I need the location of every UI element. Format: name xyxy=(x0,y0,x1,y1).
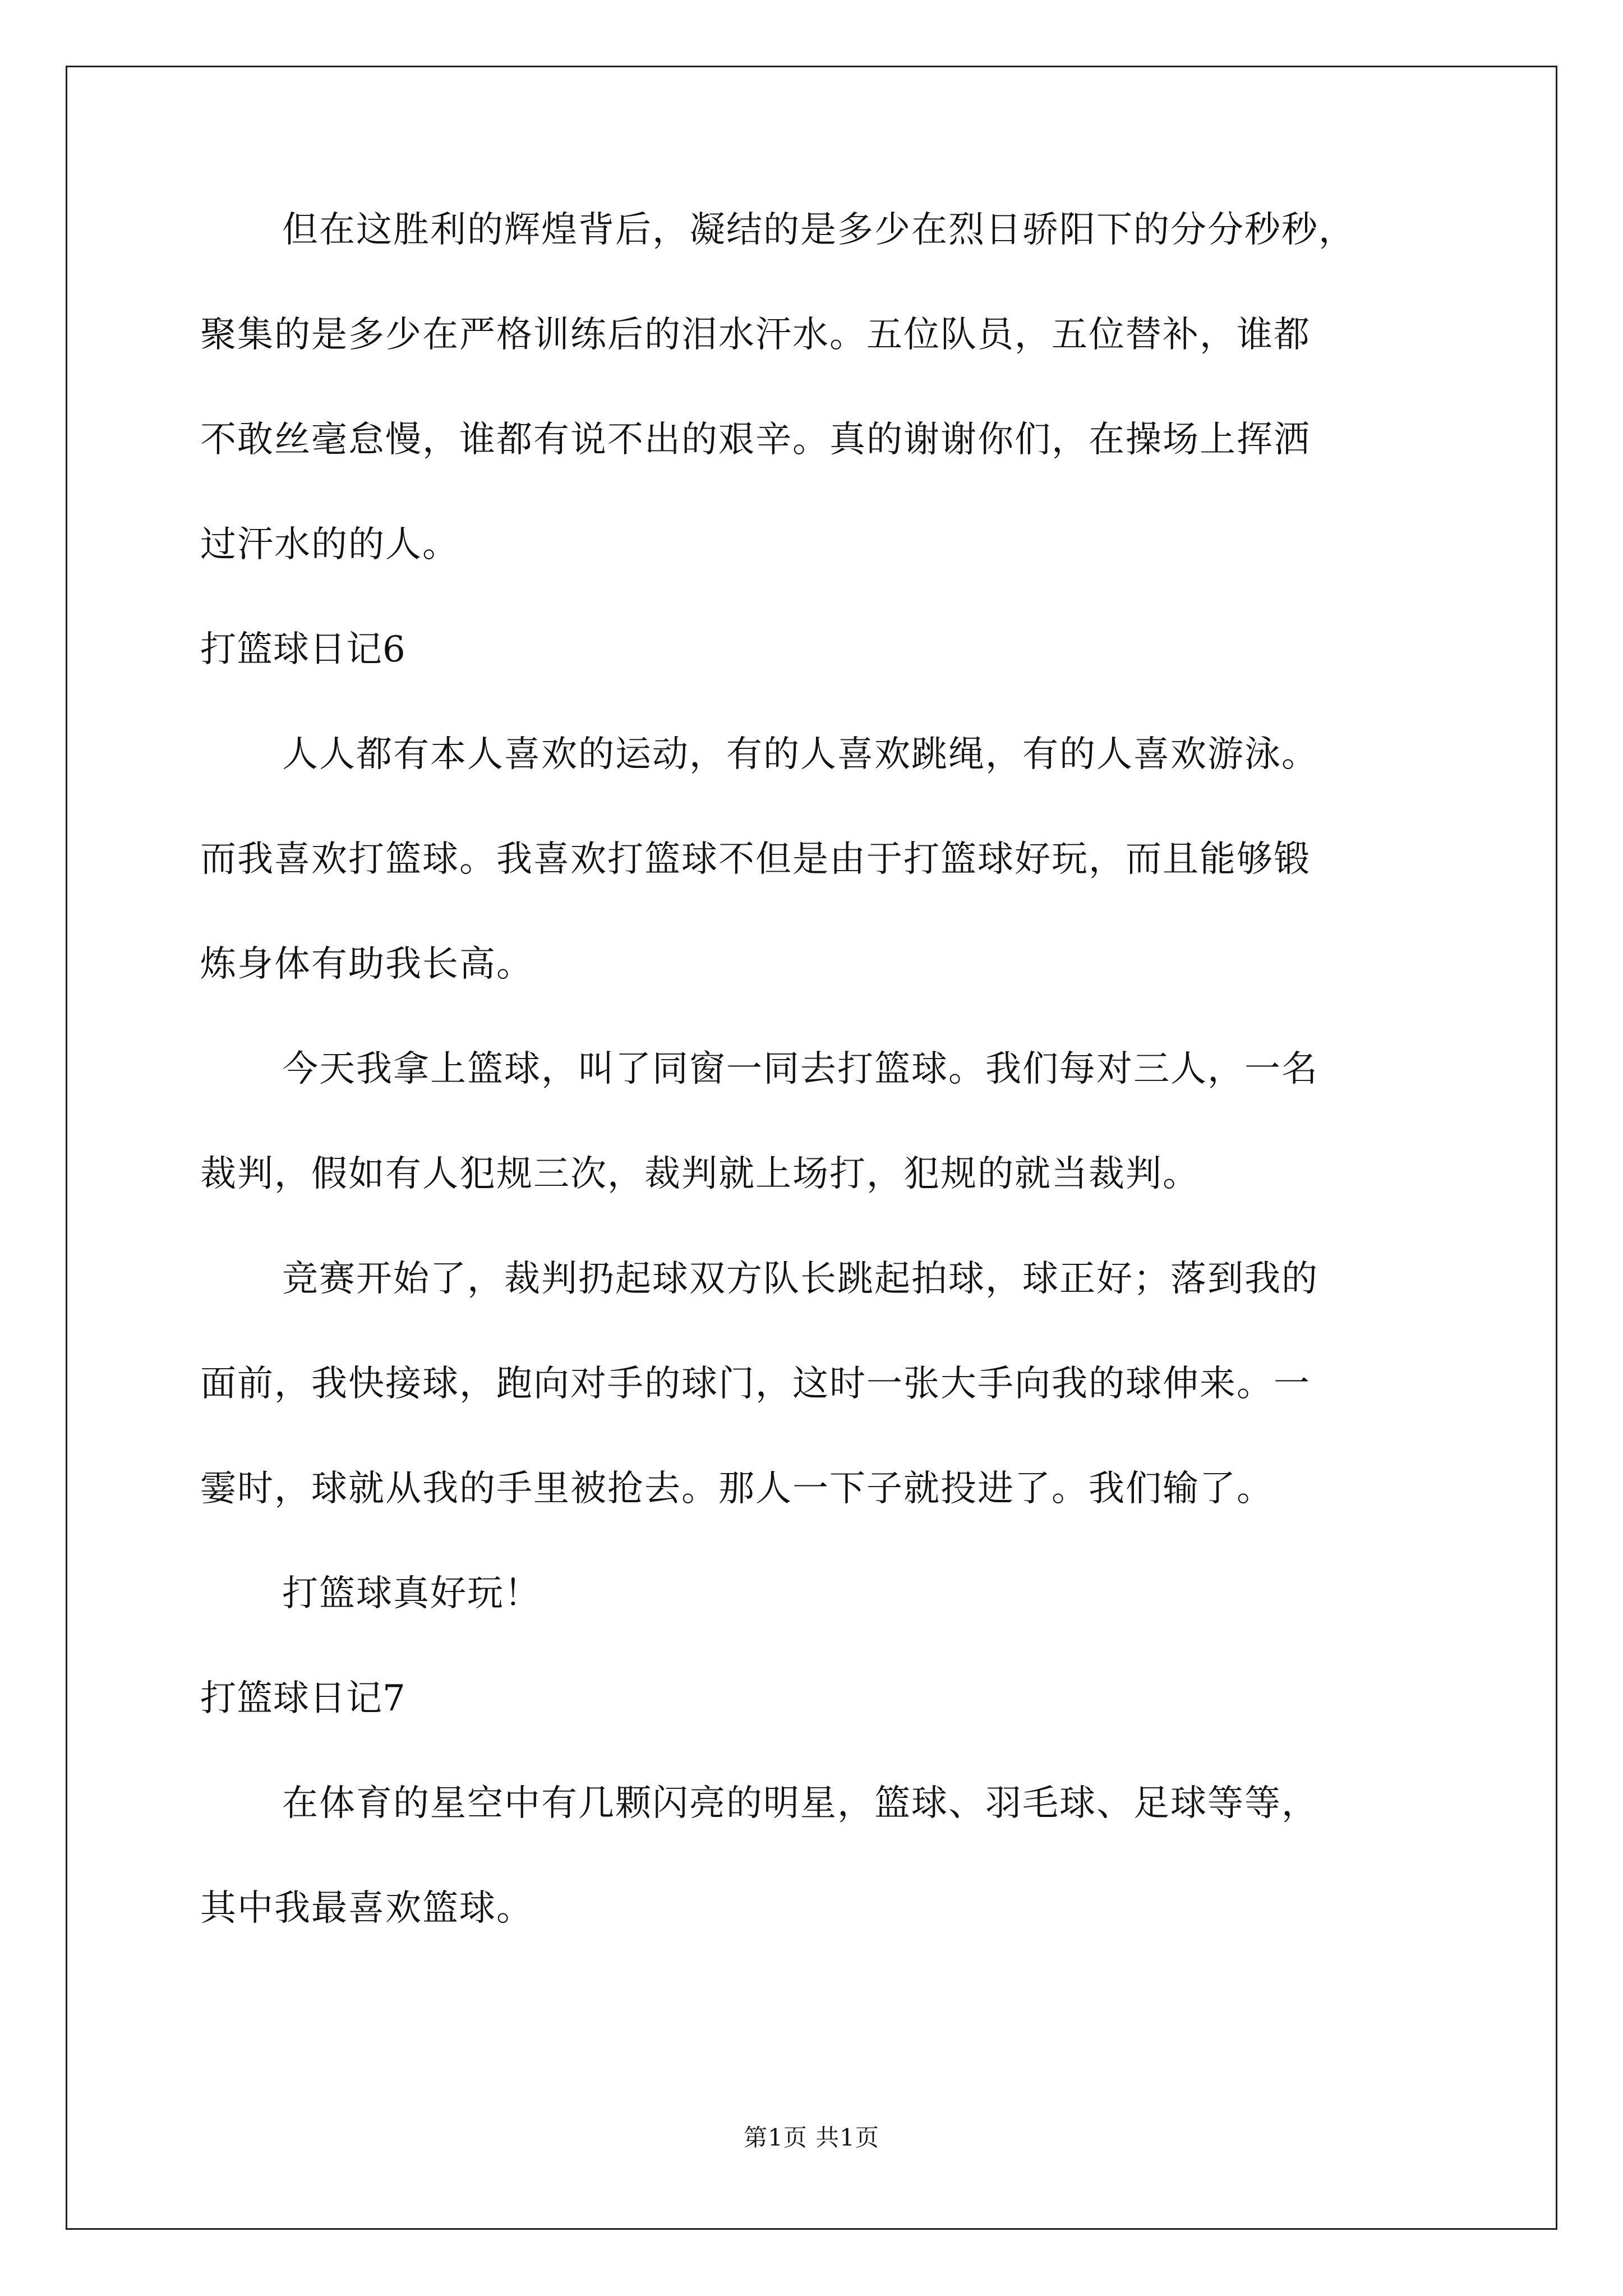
paragraph-line: 今天我拿上篮球，叫了同窗一同去打篮球。我们每对三人，一名 xyxy=(282,1048,1318,1090)
paragraph-line: 在体育的星空中有几颗闪亮的明星，篮球、羽毛球、足球等等， xyxy=(282,1783,1318,1824)
paragraph-line: 裁判，假如有人犯规三次，裁判就上场打，犯规的就当裁判。 xyxy=(200,1153,1200,1195)
paragraph-line: 其中我最喜欢篮球。 xyxy=(200,1888,533,1929)
paragraph-line: 过汗水的的人。 xyxy=(200,524,459,565)
page-footer: 第1页 共1页 xyxy=(744,2124,879,2151)
paragraph-line: 打篮球真好玩！ xyxy=(282,1573,541,1614)
paragraph-line: 炼身体有助我长高。 xyxy=(200,944,533,985)
paragraph-line: 而我喜欢打篮球。我喜欢打篮球不但是由于打篮球好玩，而且能够锻 xyxy=(200,839,1311,880)
section-heading: 打篮球日记7 xyxy=(200,1678,406,1719)
paragraph-line: 但在这胜利的辉煌背后，凝结的是多少在烈日骄阳下的分分秒秒， xyxy=(282,209,1355,251)
paragraph-line: 聚集的是多少在严格训练后的泪水汗水。五位队员，五位替补，谁都 xyxy=(200,314,1311,356)
paragraph-line: 竞赛开始了，裁判扔起球双方队长跳起拍球，球正好；落到我的 xyxy=(282,1258,1318,1300)
paragraph-line: 不敢丝毫怠慢，谁都有说不出的艰辛。真的谢谢你们，在操场上挥洒 xyxy=(200,419,1311,461)
paragraph-line: 面前，我快接球，跑向对手的球门，这时一张大手向我的球伸来。一 xyxy=(200,1363,1311,1405)
section-heading: 打篮球日记6 xyxy=(200,629,406,670)
paragraph-line: 霎时，球就从我的手里被抢去。那人一下子就投进了。我们输了。 xyxy=(200,1468,1274,1510)
paragraph-line: 人人都有本人喜欢的运动，有的人喜欢跳绳，有的人喜欢游泳。 xyxy=(282,734,1318,775)
